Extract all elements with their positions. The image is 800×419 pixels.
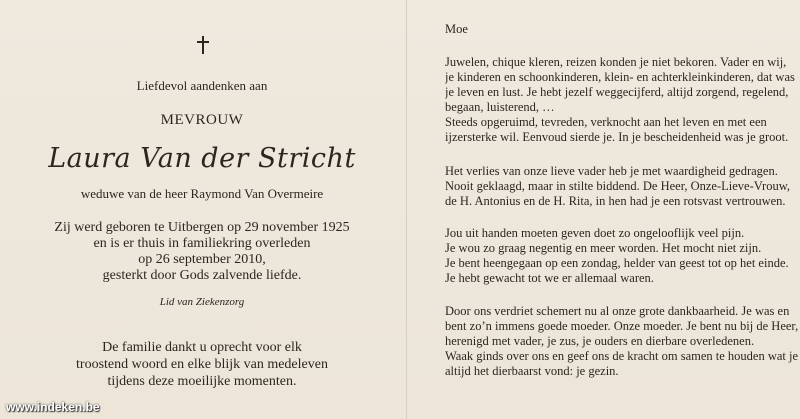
paragraph-4: [445, 304, 800, 379]
spouse-line: weduwe van de heer Raymond Van Overmeire: [80, 186, 324, 201]
poem-line: Je wou zo graag negentig en meer worden. Het mocht niet zijn.: [445, 241, 762, 255]
poem-line: Je bent heengegaan op een zondag, helder van geest tot op het einde.: [445, 256, 789, 270]
poem-line: Door ons verdriet schemert nu al onze grote dankbaarheid. Je was en: [445, 304, 790, 318]
cross-icon: [197, 36, 209, 54]
paragraph-3: [445, 226, 800, 286]
salutation: [445, 22, 800, 37]
membership-line: Lid van Ziekenzorg: [159, 296, 245, 308]
thanks-line-2: troostend woord en elke blijk van medeleven: [76, 357, 328, 372]
watermark-url: www.indeken.be: [6, 400, 100, 414]
poem-line: Steeds opgeruimd, tevreden, verknocht aan het leven en met een: [445, 115, 767, 129]
bio-line-1: Zij werd geboren te Uitbergen op 29 november 1925: [54, 220, 350, 235]
poem-line: herenigd met vader, je zus, je ouders en dierbare overledenen.: [445, 334, 755, 348]
bio-line-2: en is er thuis in familiekring overleden: [93, 236, 311, 251]
thanks-line-3: tijdens deze moeilijke momenten.: [107, 374, 297, 389]
poem-line: Nooit geklaagd, maar in stilte biddend. De Heer, Onze-Lieve-Vrouw,: [445, 179, 791, 193]
paragraph-2: [445, 164, 800, 209]
paragraph-1: [445, 55, 800, 145]
poem-line: Waak ginds over ons en geef ons de kracht om samen te houden wat je: [445, 349, 799, 363]
poem-line: Het verlies van onze lieve vader heb je met waardigheid gedragen.: [445, 164, 778, 178]
deceased-name: Laura Van der Stricht: [48, 143, 356, 174]
bio-line-4: gesterkt door Gods zalvende liefde.: [102, 268, 302, 283]
thanks-line-1: De familie dankt u oprecht voor elk: [102, 340, 302, 355]
poem-line: bent zo’n immens goede moeder. Onze moeder. Je bent nu bij de Heer,: [445, 319, 799, 333]
poem-line: de H. Antonius en de H. Rita, in hen had je een rotsvast vertrouwen.: [445, 194, 786, 208]
poem-line: Je hebt gewacht tot we er allemaal waren.: [445, 271, 654, 285]
poem-line: je leven en lust. Je hebt jezelf weggecijferd, altijd zorgend, regelend,: [445, 85, 789, 99]
poem-line: begaan, luisterend, …: [445, 100, 555, 114]
intro-line: Liefdevol aandenken aan: [136, 78, 268, 93]
poem-line: ijzersterke wil. Eenvoud sierde je. In je bescheidenheid was je groot.: [445, 130, 789, 144]
poem-line: je kinderen en schoonkinderen, klein- en achterkleinkinderen, dat was: [445, 70, 795, 84]
poem-line: altijd het dierbaarst vond: je gezin.: [445, 364, 619, 378]
poem-line: Juwelen, chique kleren, reizen konden je niet bekoren. Vader en wij,: [445, 55, 787, 69]
salutation-text: Moe: [445, 22, 468, 36]
poem-line: Jou uit handen moeten geven doet zo ongelooflijk veel pijn.: [445, 226, 745, 240]
bio-line-3: op 26 september 2010,: [138, 252, 266, 267]
title-mevrouw: MEVROUW: [160, 112, 244, 128]
